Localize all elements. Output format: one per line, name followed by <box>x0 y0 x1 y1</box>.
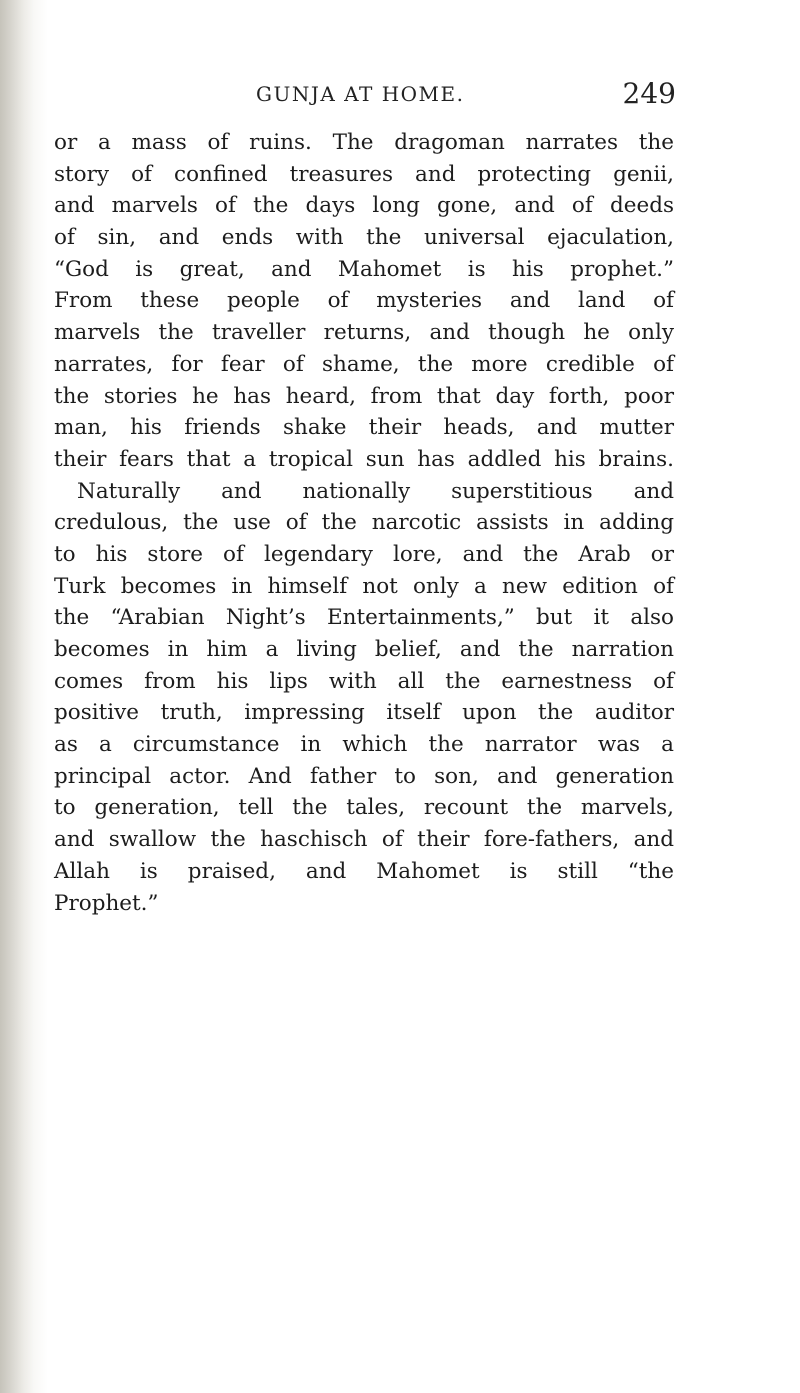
text-line: Turk becomes in himself not only a new edition of <box>54 573 674 599</box>
text-line: as a circumstance in which the narrator was a <box>54 732 674 758</box>
binding-gutter-shadow <box>0 0 34 1393</box>
text-line: narrates, for fear of shame, the more credible of <box>54 351 674 377</box>
text-line: and swallow the haschisch of their fore-fathers, and <box>54 827 674 853</box>
text-line: their fears that a tropical sun has addled his brains. <box>54 446 674 472</box>
text-line: Naturally and nationally superstitious and <box>77 478 674 504</box>
text-line: “God is great, and Mahomet is his prophet.” <box>54 256 674 282</box>
text-line: and marvels of the days long gone, and of deeds <box>54 193 674 219</box>
text-line: principal actor. And father to son, and generation <box>54 763 674 789</box>
text-line: the “Arabian Night’s Entertainments,” but it also <box>54 605 674 631</box>
text-line: the stories he has heard, from that day forth, poor <box>54 383 674 409</box>
text-line: marvels the traveller returns, and though he only <box>54 320 674 346</box>
text-line: Prophet.” <box>54 890 159 916</box>
text-line: to his store of legendary lore, and the Arab or <box>54 541 674 567</box>
text-line: Allah is praised, and Mahomet is still “the <box>54 858 674 884</box>
text-line: or a mass of ruins. The dragoman narrates the <box>54 130 674 155</box>
text-line: positive truth, impressing itself upon the auditor <box>54 700 674 726</box>
text-line: credulous, the use of the narcotic assists in adding <box>54 510 674 536</box>
text-line: man, his friends shake their heads, and mutter <box>54 415 674 441</box>
text-line: becomes in him a living belief, and the narration <box>54 637 674 662</box>
text-line: to generation, tell the tales, recount the marvels, <box>54 795 674 821</box>
running-head <box>256 76 676 112</box>
body-text <box>54 127 674 919</box>
text-line: comes from his lips with all the earnestness of <box>54 668 674 694</box>
running-title: GUNJA AT HOME. <box>256 82 465 106</box>
text-line: of sin, and ends with the universal ejaculation, <box>54 225 674 251</box>
page-number: 249 <box>622 77 676 110</box>
text-line: From these people of mysteries and land of <box>54 288 674 314</box>
text-line: story of confined treasures and protecting genii, <box>54 161 674 187</box>
